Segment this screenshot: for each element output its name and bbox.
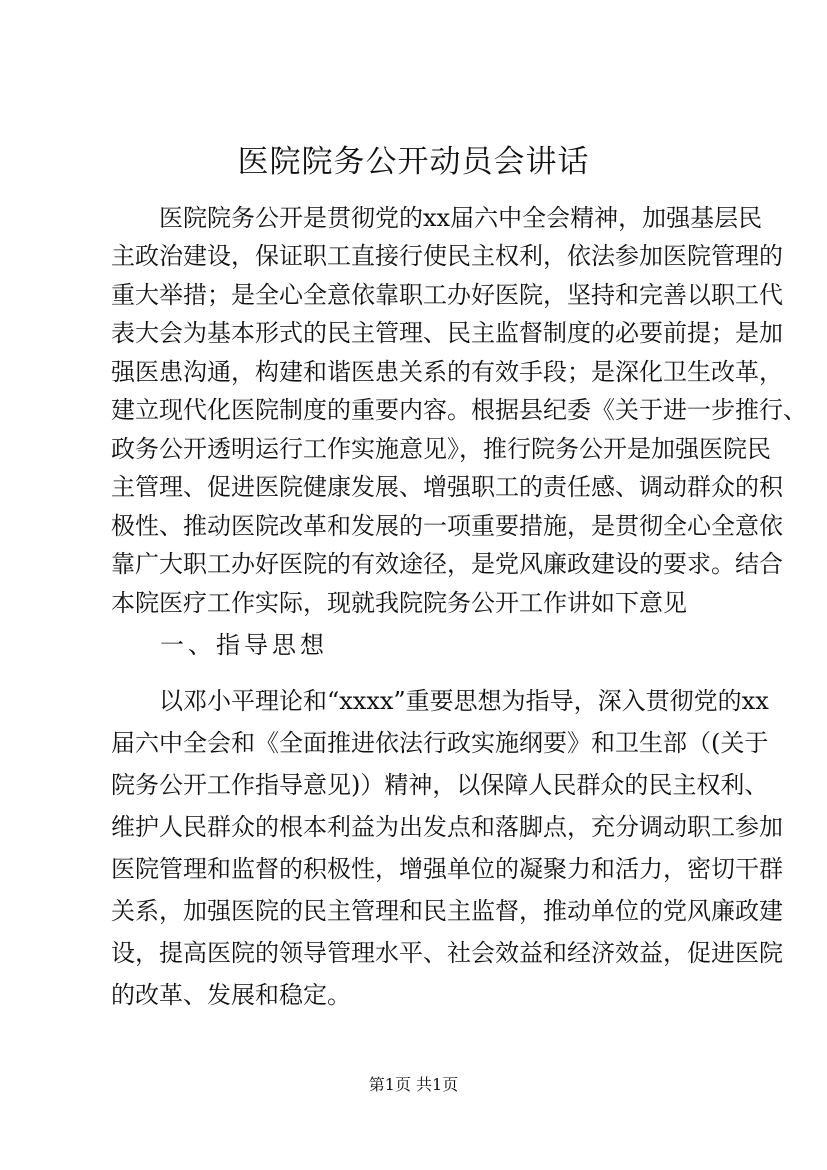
text-line: 设，提高医院的领导管理水平、社会效益和经济效益，促进医院 — [111, 939, 783, 967]
text-line: 届六中全会和《全面推进依法行政实施纲要》和卫生部（(关于 — [111, 729, 769, 757]
text-line: 建立现代化医院制度的重要内容。根据县纪委《关于进一步推行、 — [111, 396, 807, 424]
section-heading: 一、指导思想 — [160, 631, 328, 659]
text-line: 关系，加强医院的民主管理和民主监督，推动单位的党风廉政建 — [111, 897, 783, 925]
text-line: 院务公开工作指导意见)）精神，以保障人民群众的民主权利、 — [111, 771, 769, 799]
text-line: 极性、推动医院改革和发展的一项重要措施，是贯彻全心全意依 — [111, 512, 783, 540]
page-footer: 第1页 共1页 — [368, 1075, 459, 1094]
text-line: 维护人民群众的根本利益为出发点和落脚点，充分调动职工参加 — [111, 813, 783, 841]
text-line: 政务公开透明运行工作实施意见》，推行院务公开是加强医院民 — [111, 435, 771, 463]
text-line: 医院院务公开是贯彻党的xx届六中全会精神，加强基层民 — [111, 204, 763, 232]
text-line: 表大会为基本形式的民主管理、民主监督制度的必要前提；是加 — [111, 319, 783, 347]
text-line: 主政治建设，保证职工直接行使民主权利，依法参加医院管理的 — [111, 242, 783, 270]
document-title: 医院院务公开动员会讲话 — [237, 144, 590, 180]
text-line: 强医患沟通，构建和谐医患关系的有效手段；是深化卫生改革， — [111, 358, 783, 386]
text-line: 主管理、促进医院健康发展、增强职工的责任感、调动群众的积 — [111, 473, 783, 501]
text-line: 靠广大职工办好医院的有效途径，是党风廉政建设的要求。结合 — [111, 550, 783, 578]
text-line: 以邓小平理论和“xxxx”重要思想为指导，深入贯彻党的xx — [111, 687, 769, 715]
text-line: 本院医疗工作实际，现就我院院务公开工作讲如下意见 — [111, 589, 687, 617]
text-line: 的改革、发展和稳定。 — [111, 981, 351, 1009]
text-line: 重大举措；是全心全意依靠职工办好医院，坚持和完善以职工代 — [111, 281, 783, 309]
text-line: 医院管理和监督的积极性，增强单位的凝聚力和活力，密切干群 — [111, 855, 783, 883]
